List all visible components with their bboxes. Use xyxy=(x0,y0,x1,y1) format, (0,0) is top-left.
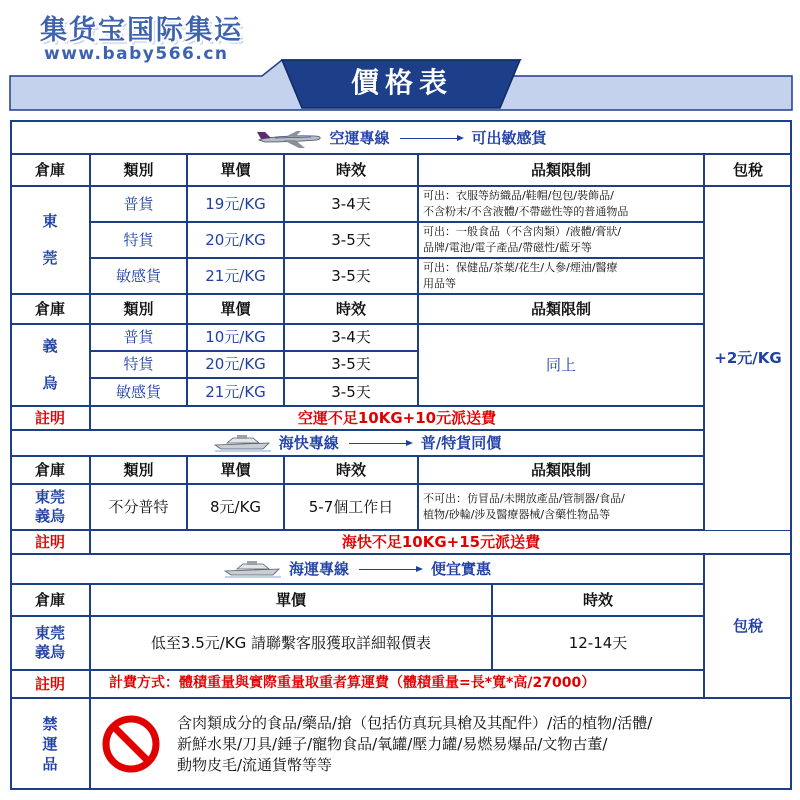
air-yw-category-3: 敏感貨 xyxy=(90,378,187,406)
sea-express-category: 不分普特 xyxy=(90,484,187,530)
air-dg-price-2: 20元/KG xyxy=(187,222,284,258)
prohibited-text: 含肉類成分的食品/藥品/搶（包括仿真玩具槍及其配件）/活的植物/活體/ 新鮮水果/刀具/錘子/寵物食品/氧罐/壓力罐/易燃易爆品/文物古董/ 動物皮毛/流通貨幣等等 xyxy=(177,713,653,774)
page-title: 價格表 xyxy=(350,66,453,99)
prohibited-items xyxy=(90,698,792,790)
col-warehouse: 倉庫 xyxy=(10,456,90,484)
air-route-title: 空運專線 xyxy=(329,129,390,148)
col-time: 時效 xyxy=(284,294,418,324)
header xyxy=(0,0,800,112)
sea-route-note: 便宜實惠 xyxy=(431,559,492,578)
air-yw-price-2: 20元/KG xyxy=(187,351,284,378)
prohibited-icon xyxy=(101,714,161,774)
col-limits: 品類限制 xyxy=(418,154,704,186)
sea-express-route-row xyxy=(10,430,704,456)
col-category: 類別 xyxy=(90,294,187,324)
sea-route-title: 海運專線 xyxy=(288,559,349,578)
warehouse-dongguan: 東 莞 xyxy=(10,186,90,294)
ship-icon xyxy=(213,434,273,452)
airplane-icon xyxy=(255,128,323,150)
sea-express-route-title: 海快專線 xyxy=(278,433,339,452)
col-warehouse: 倉庫 xyxy=(10,294,90,324)
air-yw-price-3: 21元/KG xyxy=(187,378,284,406)
prohibited-label: 禁 運 品 xyxy=(10,698,90,790)
sea-express-route-note: 普/特貨同價 xyxy=(420,433,502,452)
sea-note-label: 註明 xyxy=(10,670,90,698)
sea-express-price: 8元/KG xyxy=(187,484,284,530)
col-limits: 品類限制 xyxy=(418,294,704,324)
air-yw-time-2: 3-5天 xyxy=(284,351,418,378)
air-dg-limits-1: 可出：衣服等紡織品/鞋帽/包包/裝飾品/ 不含粉末/不含液體/不帶磁性等的普通物品 xyxy=(418,186,704,222)
col-limits: 品類限制 xyxy=(418,456,704,484)
air-yw-price-1: 10元/KG xyxy=(187,324,284,351)
air-yw-time-1: 3-4天 xyxy=(284,324,418,351)
sea-express-note: 海快不足10KG+15元派送費 xyxy=(90,530,792,554)
brand-name: 集货宝国际集运 xyxy=(40,15,243,46)
air-dg-time-1: 3-4天 xyxy=(284,186,418,222)
air-yw-limits: 同上 xyxy=(418,324,704,406)
air-dg-time-3: 3-5天 xyxy=(284,258,418,294)
col-price: 單價 xyxy=(90,584,492,616)
sea-express-time: 5-7個工作日 xyxy=(284,484,418,530)
ship-icon xyxy=(223,560,283,578)
air-note: 空運不足10KG+10元派送費 xyxy=(90,406,704,430)
air-dg-price-3: 21元/KG xyxy=(187,258,284,294)
arrow-icon xyxy=(400,138,462,139)
sea-express-warehouse: 東莞 義烏 xyxy=(10,484,90,530)
air-tax-value: +2元/KG xyxy=(704,186,792,530)
air-yw-category-1: 普貨 xyxy=(90,324,187,351)
sea-route-row xyxy=(10,554,704,584)
col-category: 類別 xyxy=(90,456,187,484)
air-dg-category-2: 特貨 xyxy=(90,222,187,258)
air-dg-time-2: 3-5天 xyxy=(284,222,418,258)
sea-warehouse: 東莞 義烏 xyxy=(10,616,90,670)
sea-price: 低至3.5元/KG 請聯繫客服獲取詳細報價表 xyxy=(90,616,492,670)
air-dg-price-1: 19元/KG xyxy=(187,186,284,222)
col-tax: 包稅 xyxy=(704,154,792,186)
col-time: 時效 xyxy=(492,584,704,616)
sea-tax-value: 包稅 xyxy=(704,554,792,698)
air-dg-category-3: 敏感貨 xyxy=(90,258,187,294)
sea-express-note-label: 註明 xyxy=(10,530,90,554)
air-yw-category-2: 特貨 xyxy=(90,351,187,378)
arrow-icon xyxy=(349,443,411,444)
site-url: www.baby566.cn xyxy=(44,44,229,64)
col-warehouse: 倉庫 xyxy=(10,154,90,186)
sea-express-limits: 不可出：仿冒品/未開放產品/管制器/食品/ 植物/砂輪/涉及醫療器械/含藥性物品等 xyxy=(418,484,704,530)
air-yw-time-3: 3-5天 xyxy=(284,378,418,406)
arrow-icon xyxy=(359,569,421,570)
col-price: 單價 xyxy=(187,154,284,186)
air-dg-limits-2: 可出：一般食品（不含肉類）/液體/膏狀/ 品牌/電池/電子產品/帶磁性/藍牙等 xyxy=(418,222,704,258)
air-route-row xyxy=(10,124,792,154)
col-category: 類別 xyxy=(90,154,187,186)
col-time: 時效 xyxy=(284,154,418,186)
warehouse-yiwu: 義 烏 xyxy=(10,324,90,406)
col-price: 單價 xyxy=(187,294,284,324)
air-route-note: 可出敏感貨 xyxy=(471,129,547,148)
sea-time: 12-14天 xyxy=(492,616,704,670)
col-warehouse: 倉庫 xyxy=(10,584,90,616)
sea-note: 計費方式：體積重量與實際重量取重者算運費（體積重量=長*寬*高/27000） xyxy=(90,670,704,698)
air-note-label: 註明 xyxy=(10,406,90,430)
col-price: 單價 xyxy=(187,456,284,484)
air-dg-category-1: 普貨 xyxy=(90,186,187,222)
col-time: 時效 xyxy=(284,456,418,484)
air-dg-limits-3: 可出：保健品/茶葉/花生/人參/煙油/醫療 用品等 xyxy=(418,258,704,294)
